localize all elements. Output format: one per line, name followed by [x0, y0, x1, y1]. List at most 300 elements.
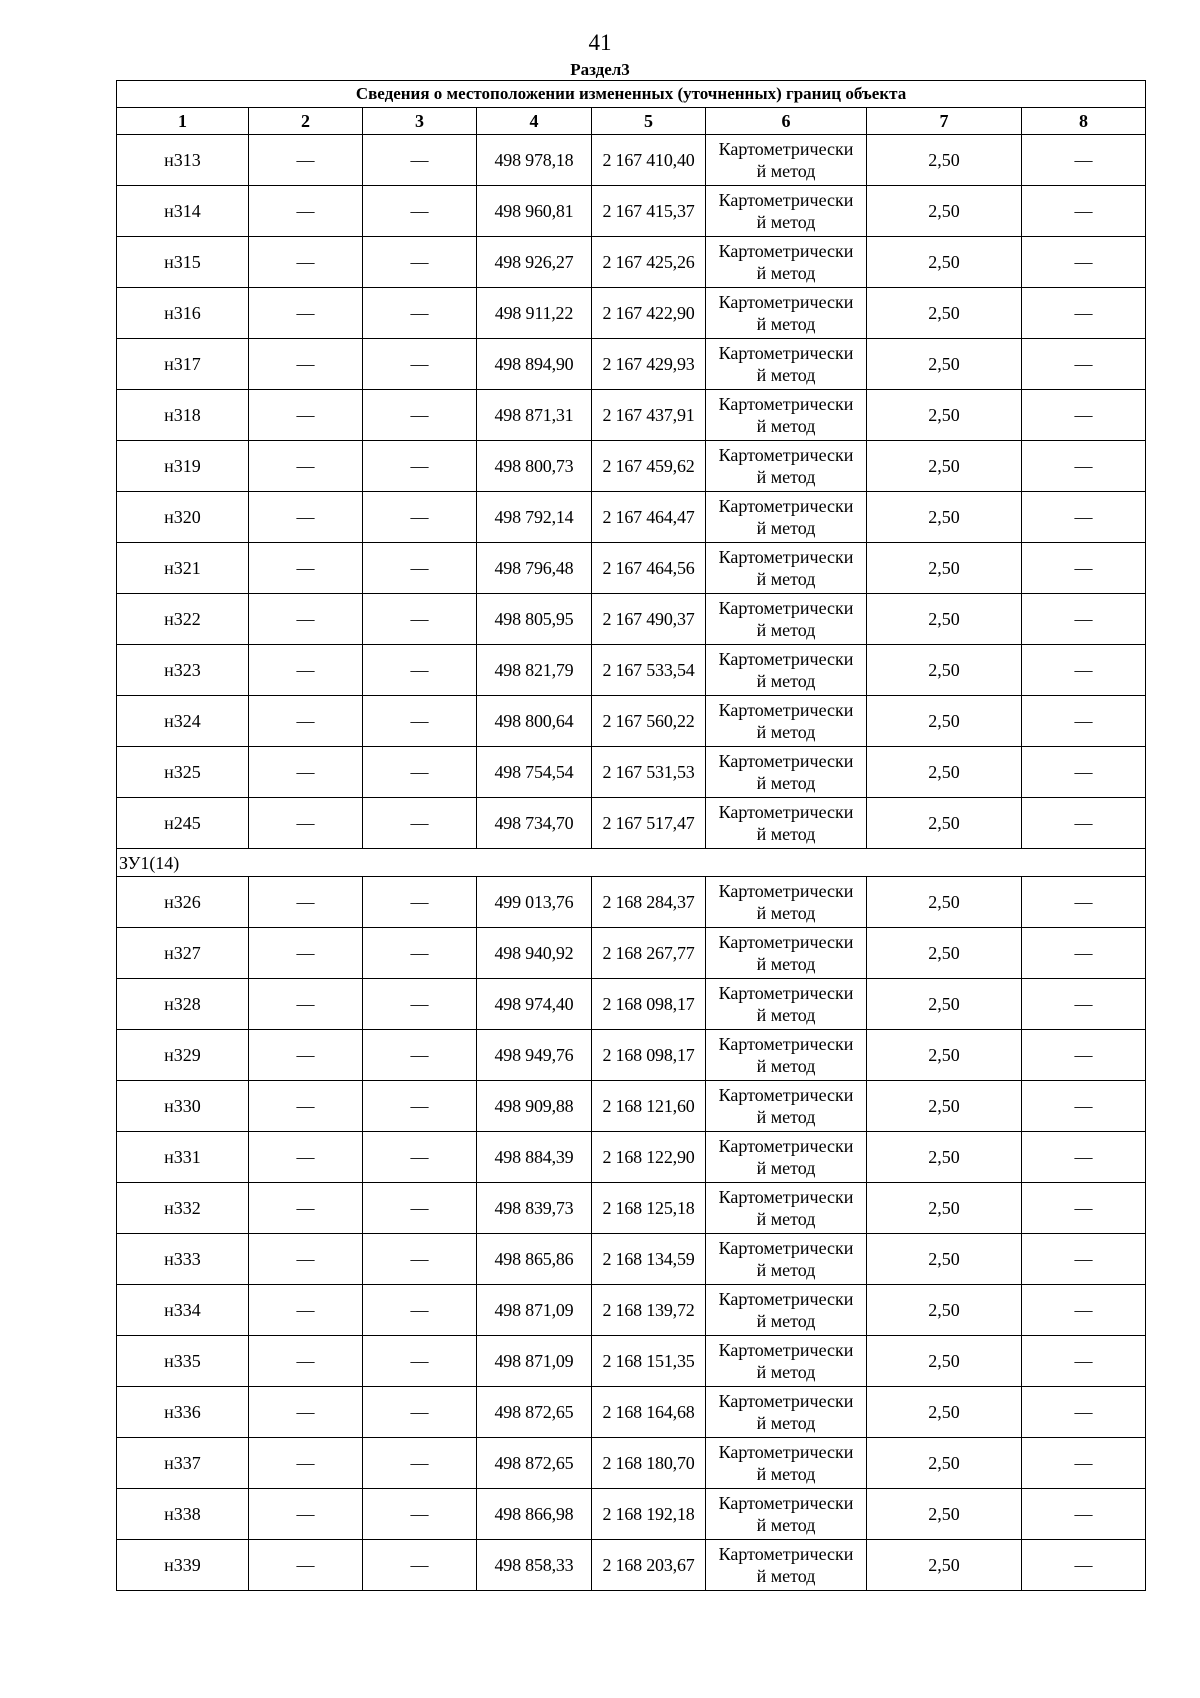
y-coordinate: 2 167 517,47: [592, 798, 706, 849]
col2-value: —: [249, 543, 363, 594]
table-row: [117, 237, 1146, 288]
col3-value: —: [363, 798, 477, 849]
method-line-1: Картометрически: [718, 598, 854, 618]
table-row: [117, 1132, 1146, 1183]
col3-value: —: [363, 492, 477, 543]
method: [706, 1030, 867, 1081]
method-line-1: Картометрически: [718, 932, 854, 952]
method-line-2: й метод: [756, 161, 816, 181]
col8-value: —: [1022, 1030, 1146, 1081]
col3-value: —: [363, 1081, 477, 1132]
point-name: н317: [117, 339, 249, 390]
method-line-2: й метод: [756, 1311, 816, 1331]
x-coordinate: 498 866,98: [477, 1489, 592, 1540]
col2-value: —: [249, 1234, 363, 1285]
table-row: [117, 1234, 1146, 1285]
point-name: н245: [117, 798, 249, 849]
point-name: н327: [117, 928, 249, 979]
point-name: н336: [117, 1387, 249, 1438]
column-header: 3: [363, 108, 477, 135]
col2-value: —: [249, 594, 363, 645]
y-coordinate: 2 167 437,91: [592, 390, 706, 441]
precision: 2,50: [867, 928, 1022, 979]
col2-value: —: [249, 1489, 363, 1540]
method: [706, 877, 867, 928]
table-row: [117, 594, 1146, 645]
col3-value: —: [363, 1183, 477, 1234]
precision: 2,50: [867, 1540, 1022, 1591]
col3-value: —: [363, 186, 477, 237]
x-coordinate: 498 872,65: [477, 1438, 592, 1489]
table-row: [117, 390, 1146, 441]
col2-value: —: [249, 1132, 363, 1183]
col8-value: —: [1022, 696, 1146, 747]
method-line-2: й метод: [756, 1209, 816, 1229]
table-row: [117, 441, 1146, 492]
precision: 2,50: [867, 1183, 1022, 1234]
method-line-2: й метод: [756, 314, 816, 334]
method-line-2: й метод: [756, 1515, 816, 1535]
col8-value: —: [1022, 339, 1146, 390]
table-row: [117, 877, 1146, 928]
col2-value: —: [249, 1183, 363, 1234]
col8-value: —: [1022, 1183, 1146, 1234]
point-name: н325: [117, 747, 249, 798]
method-line-2: й метод: [756, 416, 816, 436]
method-line-1: Картометрически: [718, 700, 854, 720]
col3-value: —: [363, 1540, 477, 1591]
precision: 2,50: [867, 135, 1022, 186]
col2-value: —: [249, 1387, 363, 1438]
method-line-1: Картометрически: [718, 1493, 854, 1513]
method: [706, 492, 867, 543]
x-coordinate: 498 792,14: [477, 492, 592, 543]
x-coordinate: 498 974,40: [477, 979, 592, 1030]
col8-value: —: [1022, 1081, 1146, 1132]
x-coordinate: 498 805,95: [477, 594, 592, 645]
point-name: н331: [117, 1132, 249, 1183]
x-coordinate: 498 926,27: [477, 237, 592, 288]
col3-value: —: [363, 543, 477, 594]
method: [706, 1081, 867, 1132]
method-line-1: Картометрически: [718, 1289, 854, 1309]
y-coordinate: 2 168 284,37: [592, 877, 706, 928]
col2-value: —: [249, 135, 363, 186]
table-row: [117, 339, 1146, 390]
col2-value: —: [249, 877, 363, 928]
point-name: н321: [117, 543, 249, 594]
precision: 2,50: [867, 645, 1022, 696]
method-line-2: й метод: [756, 903, 816, 923]
col2-value: —: [249, 1030, 363, 1081]
method: [706, 1132, 867, 1183]
method-line-2: й метод: [756, 569, 816, 589]
method: [706, 390, 867, 441]
method-line-2: й метод: [756, 824, 816, 844]
y-coordinate: 2 168 098,17: [592, 979, 706, 1030]
precision: 2,50: [867, 979, 1022, 1030]
method-line-2: й метод: [756, 1158, 816, 1178]
col8-value: —: [1022, 1336, 1146, 1387]
method: [706, 1234, 867, 1285]
point-name: н318: [117, 390, 249, 441]
table-row: [117, 288, 1146, 339]
method-line-2: й метод: [756, 1005, 816, 1025]
y-coordinate: 2 168 098,17: [592, 1030, 706, 1081]
method-line-2: й метод: [756, 1464, 816, 1484]
point-name: н335: [117, 1336, 249, 1387]
method-line-2: й метод: [756, 1413, 816, 1433]
col8-value: —: [1022, 237, 1146, 288]
col2-value: —: [249, 645, 363, 696]
col8-value: —: [1022, 390, 1146, 441]
y-coordinate: 2 168 180,70: [592, 1438, 706, 1489]
y-coordinate: 2 168 151,35: [592, 1336, 706, 1387]
col3-value: —: [363, 877, 477, 928]
col3-value: —: [363, 594, 477, 645]
method-line-1: Картометрически: [718, 649, 854, 669]
col8-value: —: [1022, 441, 1146, 492]
method-line-1: Картометрически: [718, 292, 854, 312]
table-row: [117, 1540, 1146, 1591]
x-coordinate: 498 865,86: [477, 1234, 592, 1285]
method-line-2: й метод: [756, 467, 816, 487]
y-coordinate: 2 167 459,62: [592, 441, 706, 492]
y-coordinate: 2 167 560,22: [592, 696, 706, 747]
y-coordinate: 2 167 410,40: [592, 135, 706, 186]
method-line-2: й метод: [756, 212, 816, 232]
column-header: 1: [117, 108, 249, 135]
column-header: 8: [1022, 108, 1146, 135]
method-line-1: Картометрически: [718, 496, 854, 516]
method: [706, 747, 867, 798]
method-line-1: Картометрически: [718, 139, 854, 159]
col3-value: —: [363, 237, 477, 288]
table-row: [117, 928, 1146, 979]
col2-value: —: [249, 696, 363, 747]
method-line-2: й метод: [756, 671, 816, 691]
point-name: н337: [117, 1438, 249, 1489]
boundary-coordinates-table: [116, 80, 1146, 1591]
col2-value: —: [249, 1438, 363, 1489]
col3-value: —: [363, 1132, 477, 1183]
x-coordinate: 498 911,22: [477, 288, 592, 339]
point-name: н326: [117, 877, 249, 928]
group-header-row: [117, 849, 1146, 877]
method-line-1: Картометрически: [718, 802, 854, 822]
col8-value: —: [1022, 594, 1146, 645]
precision: 2,50: [867, 186, 1022, 237]
table-row: [117, 186, 1146, 237]
col2-value: —: [249, 339, 363, 390]
method-line-2: й метод: [756, 263, 816, 283]
y-coordinate: 2 168 164,68: [592, 1387, 706, 1438]
table-row: [117, 1183, 1146, 1234]
col3-value: —: [363, 747, 477, 798]
method: [706, 696, 867, 747]
col8-value: —: [1022, 928, 1146, 979]
table-row: [117, 1489, 1146, 1540]
method-line-2: й метод: [756, 954, 816, 974]
y-coordinate: 2 167 415,37: [592, 186, 706, 237]
col8-value: —: [1022, 1438, 1146, 1489]
method-line-1: Картометрически: [718, 394, 854, 414]
y-coordinate: 2 167 422,90: [592, 288, 706, 339]
precision: 2,50: [867, 1234, 1022, 1285]
method-line-1: Картометрически: [718, 1544, 854, 1564]
col2-value: —: [249, 979, 363, 1030]
y-coordinate: 2 167 531,53: [592, 747, 706, 798]
col8-value: —: [1022, 798, 1146, 849]
method-line-1: Картометрически: [718, 1340, 854, 1360]
col8-value: —: [1022, 492, 1146, 543]
y-coordinate: 2 167 490,37: [592, 594, 706, 645]
table-row: [117, 645, 1146, 696]
method-line-1: Картометрически: [718, 190, 854, 210]
group-label: ЗУ1(14): [117, 849, 1146, 877]
section-title: Раздел3: [570, 60, 630, 79]
y-coordinate: 2 167 533,54: [592, 645, 706, 696]
point-name: н324: [117, 696, 249, 747]
x-coordinate: 498 754,54: [477, 747, 592, 798]
col8-value: —: [1022, 877, 1146, 928]
col2-value: —: [249, 1081, 363, 1132]
x-coordinate: 498 872,65: [477, 1387, 592, 1438]
method: [706, 1336, 867, 1387]
point-name: н330: [117, 1081, 249, 1132]
x-coordinate: 498 858,33: [477, 1540, 592, 1591]
table-row: [117, 1336, 1146, 1387]
col8-value: —: [1022, 186, 1146, 237]
precision: 2,50: [867, 1030, 1022, 1081]
col8-value: —: [1022, 645, 1146, 696]
col2-value: —: [249, 186, 363, 237]
table-title: Сведения о местоположении измененных (уточненных) границ объекта: [117, 81, 1146, 108]
method: [706, 979, 867, 1030]
y-coordinate: 2 168 122,90: [592, 1132, 706, 1183]
col8-value: —: [1022, 1489, 1146, 1540]
column-header: 7: [867, 108, 1022, 135]
precision: 2,50: [867, 339, 1022, 390]
method-line-1: Картометрически: [718, 241, 854, 261]
method-line-2: й метод: [756, 1566, 816, 1586]
x-coordinate: 498 800,73: [477, 441, 592, 492]
x-coordinate: 498 734,70: [477, 798, 592, 849]
method-line-2: й метод: [756, 365, 816, 385]
point-name: н320: [117, 492, 249, 543]
precision: 2,50: [867, 237, 1022, 288]
method: [706, 1387, 867, 1438]
col3-value: —: [363, 1285, 477, 1336]
col8-value: —: [1022, 1540, 1146, 1591]
method-line-2: й метод: [756, 620, 816, 640]
table-row: [117, 979, 1146, 1030]
table-row: [117, 747, 1146, 798]
col3-value: —: [363, 1438, 477, 1489]
x-coordinate: 498 884,39: [477, 1132, 592, 1183]
point-name: н314: [117, 186, 249, 237]
method-line-2: й метод: [756, 1362, 816, 1382]
x-coordinate: 498 960,81: [477, 186, 592, 237]
method: [706, 594, 867, 645]
precision: 2,50: [867, 441, 1022, 492]
method-line-1: Картометрически: [718, 1442, 854, 1462]
col3-value: —: [363, 928, 477, 979]
col2-value: —: [249, 237, 363, 288]
x-coordinate: 498 871,31: [477, 390, 592, 441]
col3-value: —: [363, 979, 477, 1030]
method: [706, 1183, 867, 1234]
precision: 2,50: [867, 696, 1022, 747]
x-coordinate: 498 821,79: [477, 645, 592, 696]
col8-value: —: [1022, 288, 1146, 339]
col3-value: —: [363, 1387, 477, 1438]
method-line-1: Картометрически: [718, 343, 854, 363]
method: [706, 135, 867, 186]
x-coordinate: 498 839,73: [477, 1183, 592, 1234]
point-name: н322: [117, 594, 249, 645]
col2-value: —: [249, 288, 363, 339]
col2-value: —: [249, 441, 363, 492]
x-coordinate: 498 871,09: [477, 1285, 592, 1336]
precision: 2,50: [867, 288, 1022, 339]
col3-value: —: [363, 696, 477, 747]
x-coordinate: 498 978,18: [477, 135, 592, 186]
point-name: н313: [117, 135, 249, 186]
method: [706, 798, 867, 849]
point-name: н339: [117, 1540, 249, 1591]
method-line-1: Картометрически: [718, 445, 854, 465]
x-coordinate: 498 796,48: [477, 543, 592, 594]
method: [706, 1438, 867, 1489]
y-coordinate: 2 168 125,18: [592, 1183, 706, 1234]
col3-value: —: [363, 135, 477, 186]
precision: 2,50: [867, 1387, 1022, 1438]
x-coordinate: 498 949,76: [477, 1030, 592, 1081]
precision: 2,50: [867, 747, 1022, 798]
y-coordinate: 2 168 139,72: [592, 1285, 706, 1336]
method-line-1: Картометрически: [718, 1085, 854, 1105]
precision: 2,50: [867, 877, 1022, 928]
method-line-1: Картометрически: [718, 1238, 854, 1258]
point-name: н334: [117, 1285, 249, 1336]
table-row: [117, 798, 1146, 849]
col8-value: —: [1022, 1387, 1146, 1438]
col2-value: —: [249, 1336, 363, 1387]
table-row: [117, 1285, 1146, 1336]
precision: 2,50: [867, 1336, 1022, 1387]
column-header: 5: [592, 108, 706, 135]
y-coordinate: 2 167 425,26: [592, 237, 706, 288]
table-row: [117, 1387, 1146, 1438]
method-line-1: Картометрически: [718, 1187, 854, 1207]
precision: 2,50: [867, 543, 1022, 594]
method: [706, 1540, 867, 1591]
col3-value: —: [363, 441, 477, 492]
y-coordinate: 2 168 134,59: [592, 1234, 706, 1285]
table-row: [117, 492, 1146, 543]
col8-value: —: [1022, 1132, 1146, 1183]
point-name: н323: [117, 645, 249, 696]
method-line-2: й метод: [756, 518, 816, 538]
precision: 2,50: [867, 492, 1022, 543]
page-number: 41: [588, 30, 612, 55]
point-name: н316: [117, 288, 249, 339]
x-coordinate: 499 013,76: [477, 877, 592, 928]
col3-value: —: [363, 339, 477, 390]
method: [706, 288, 867, 339]
table-row: [117, 696, 1146, 747]
precision: 2,50: [867, 390, 1022, 441]
method-line-1: Картометрически: [718, 1034, 854, 1054]
y-coordinate: 2 167 464,56: [592, 543, 706, 594]
method: [706, 928, 867, 979]
precision: 2,50: [867, 594, 1022, 645]
method-line-2: й метод: [756, 1056, 816, 1076]
y-coordinate: 2 168 192,18: [592, 1489, 706, 1540]
col3-value: —: [363, 1489, 477, 1540]
precision: 2,50: [867, 1285, 1022, 1336]
y-coordinate: 2 168 203,67: [592, 1540, 706, 1591]
table-row: [117, 1030, 1146, 1081]
precision: 2,50: [867, 1132, 1022, 1183]
col8-value: —: [1022, 979, 1146, 1030]
method: [706, 543, 867, 594]
column-header: 4: [477, 108, 592, 135]
point-name: н315: [117, 237, 249, 288]
col2-value: —: [249, 1540, 363, 1591]
col3-value: —: [363, 288, 477, 339]
precision: 2,50: [867, 798, 1022, 849]
method-line-2: й метод: [756, 722, 816, 742]
col3-value: —: [363, 1030, 477, 1081]
precision: 2,50: [867, 1081, 1022, 1132]
col2-value: —: [249, 1285, 363, 1336]
method-line-1: Картометрически: [718, 881, 854, 901]
x-coordinate: 498 909,88: [477, 1081, 592, 1132]
col8-value: —: [1022, 1285, 1146, 1336]
x-coordinate: 498 940,92: [477, 928, 592, 979]
precision: 2,50: [867, 1489, 1022, 1540]
method-line-1: Картометрически: [718, 547, 854, 567]
table-row: [117, 1081, 1146, 1132]
column-header: 6: [706, 108, 867, 135]
method: [706, 441, 867, 492]
method-line-2: й метод: [756, 773, 816, 793]
col3-value: —: [363, 645, 477, 696]
col2-value: —: [249, 747, 363, 798]
col2-value: —: [249, 390, 363, 441]
precision: 2,50: [867, 1438, 1022, 1489]
x-coordinate: 498 894,90: [477, 339, 592, 390]
point-name: н332: [117, 1183, 249, 1234]
col2-value: —: [249, 798, 363, 849]
method-line-1: Картометрически: [718, 1136, 854, 1156]
method: [706, 339, 867, 390]
table-title-row: [117, 81, 1146, 108]
method: [706, 1489, 867, 1540]
col3-value: —: [363, 1234, 477, 1285]
table-row: [117, 135, 1146, 186]
method: [706, 237, 867, 288]
y-coordinate: 2 168 121,60: [592, 1081, 706, 1132]
col8-value: —: [1022, 747, 1146, 798]
table-row: [117, 1438, 1146, 1489]
method-line-1: Картометрически: [718, 1391, 854, 1411]
y-coordinate: 2 168 267,77: [592, 928, 706, 979]
method-line-2: й метод: [756, 1260, 816, 1280]
point-name: н329: [117, 1030, 249, 1081]
